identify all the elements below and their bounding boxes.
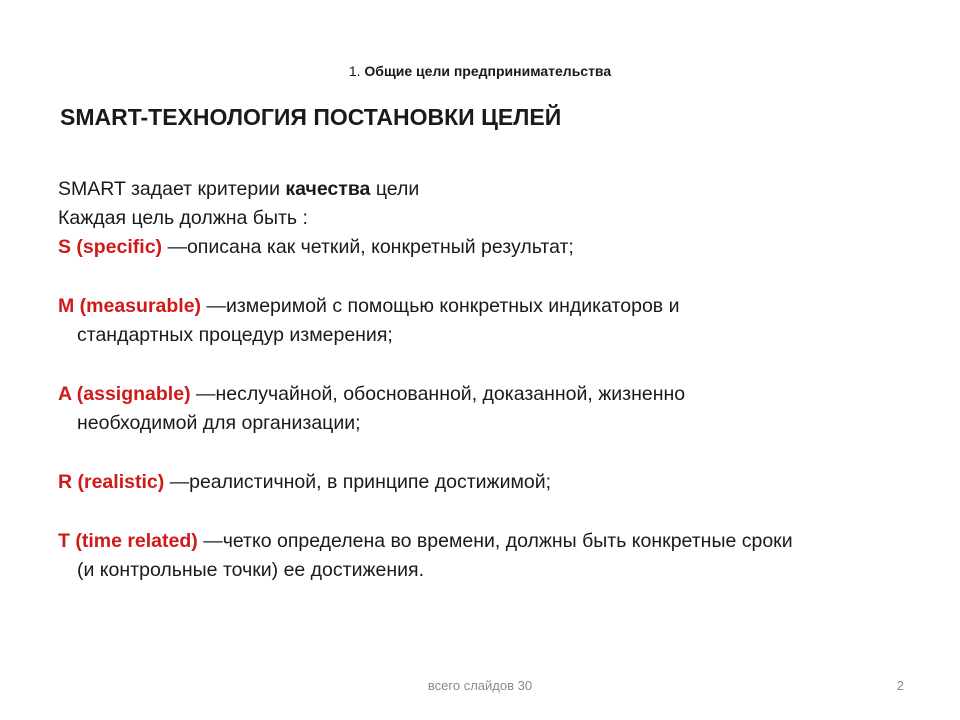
intro-line-2: Каждая цель должна быть : [58,207,308,229]
slide-count-footer: всего слайдов 30 [427,678,533,693]
section-number: 1. [348,63,361,79]
criterion-text: —описана как четкий, конкретный результат; [162,236,574,258]
criterion-text: —неслучайной, обоснованной, доказанной, жизненно [190,383,686,405]
criterion-key: R (realistic) [58,471,165,493]
intro-line-1-pre: SMART задает критерии [58,178,286,200]
slide-body [58,175,918,585]
page-number: 2 [896,678,904,693]
criterion-continuation: необходимой для организации; [77,412,361,434]
criterion-assignable [58,380,918,438]
section-title-text: Общие цели предпринимательства [364,63,612,79]
criterion-key: M (measurable) [58,295,202,317]
criterion-text: —четко определена во времени, должны быть конкретные сроки [197,530,793,552]
criterion-key: S (specific) [58,236,163,258]
criterion-measurable [58,292,918,350]
criterion-realistic [58,468,918,497]
criterion-key: T (time related) [58,530,198,552]
criterion-text: —измеримой с помощью конкретных индикаторов и [201,295,680,317]
criterion-time-related [58,527,918,585]
intro-line-1-bold: качества [285,178,371,200]
criterion-key: A (assignable) [58,383,191,405]
intro-line-1 [58,175,918,204]
slide-heading: SMART-ТЕХНОЛОГИЯ ПОСТАНОВКИ ЦЕЛЕЙ [60,104,562,130]
criterion-specific [58,233,918,262]
criterion-text: —реалистичной, в принципе достижимой; [164,471,552,493]
section-title [0,63,960,79]
criterion-continuation: (и контрольные точки) ее достижения. [77,559,425,581]
intro-line-1-post: цели [370,178,420,200]
criterion-continuation: стандартных процедур измерения; [77,324,393,346]
